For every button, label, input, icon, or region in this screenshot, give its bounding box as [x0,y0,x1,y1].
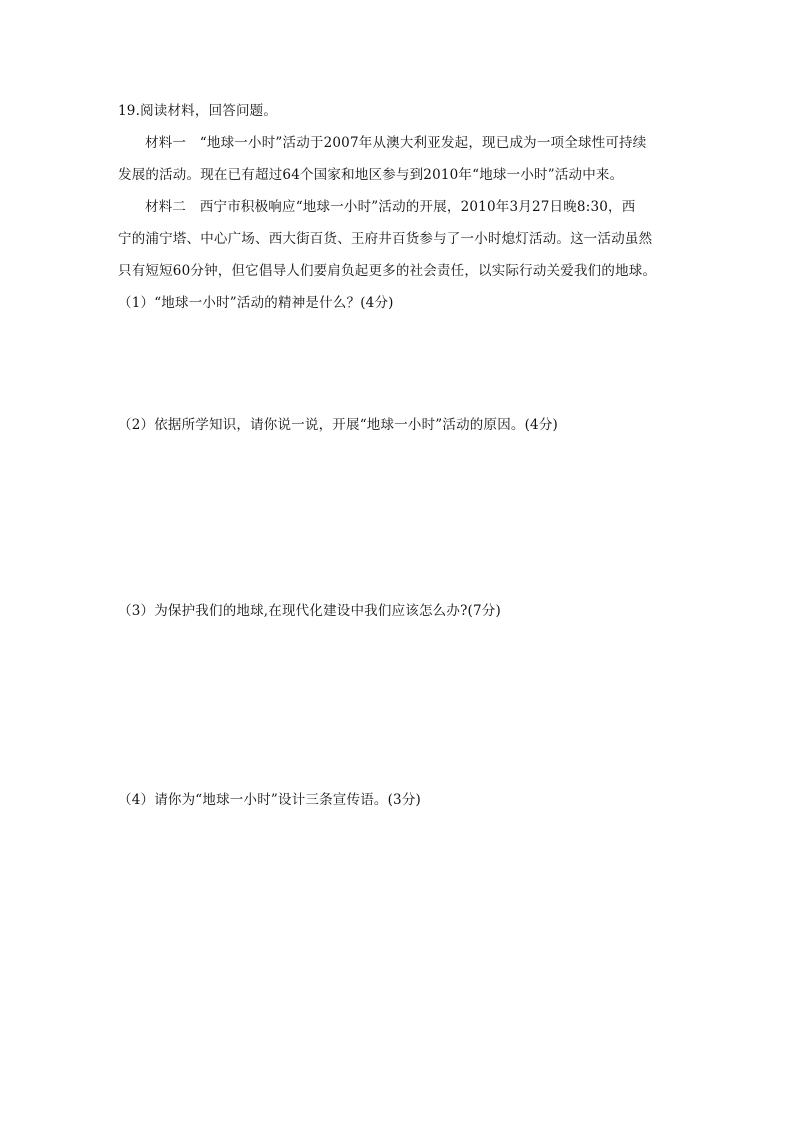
material-two-line-1: 材料二 西宁市积极响应“地球一小时”活动的开展，2010年3月27日晚8:30，西 [145,199,636,215]
question-title: 19.阅读材料，回答问题。 [118,103,278,119]
sub-question-4: （4）请你为“地球一小时”设计三条宣传语。(3分) [118,792,422,808]
answer-area-2[interactable] [118,440,678,590]
answer-area-4[interactable] [118,815,678,1075]
material-two-line-3: 只有短短60分钟，但它倡导人们要肩负起更多的社会责任，以实际行动关爱我们的地球。 [118,263,657,279]
sub-question-3: （3）为保护我们的地球,在现代化建设中我们应该怎么办?(7分) [118,603,501,619]
answer-area-3[interactable] [118,626,678,776]
material-one-line-1: 材料一 “地球一小时”活动于2007年从澳大利亚发起，现已成为一项全球性可持续 [145,135,647,151]
material-two-line-2: 宁的浦宁塔、中心广场、西大街百货、王府井百货参与了一小时熄灯活动。这一活动虽然 [118,231,653,247]
answer-area-1[interactable] [118,318,678,408]
sub-question-2: （2）依据所学知识，请你说一说，开展“地球一小时”活动的原因。(4分) [118,417,559,433]
sub-question-1: （1）“地球一小时”活动的精神是什么？(4分) [118,295,394,311]
material-one-line-2: 发展的活动。现在已有超过64个国家和地区参与到2010年“地球一小时”活动中来。 [118,167,624,183]
